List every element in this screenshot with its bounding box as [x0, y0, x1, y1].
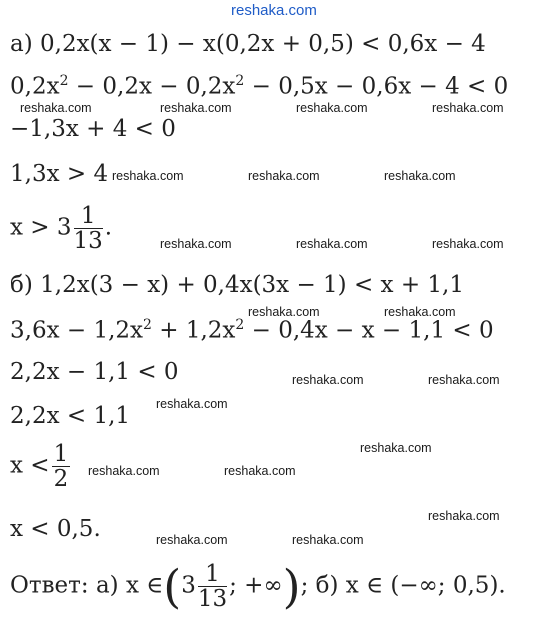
- watermark: reshaka.com: [248, 305, 320, 319]
- watermark: reshaka.com: [160, 237, 232, 251]
- watermark: reshaka.com: [112, 169, 184, 183]
- open-paren: (: [163, 559, 182, 614]
- part-a-line-4: 1,3x > 4: [10, 161, 109, 187]
- part-b-line-1: [10, 274, 464, 297]
- close-paren: ): [282, 559, 301, 614]
- part-b-exponent-1: 2: [143, 317, 152, 333]
- watermark: reshaka.com: [296, 237, 368, 251]
- part-b-line-5: [10, 442, 72, 491]
- part-b-inequality: 1,2x(3 − x) + 0,4x(3x − 1) < x + 1,1: [40, 272, 464, 298]
- answer-a-fraction: [198, 562, 227, 611]
- watermark: reshaka.com: [432, 237, 504, 251]
- watermark: reshaka.com: [428, 509, 500, 523]
- part-a-line-1: [10, 33, 486, 56]
- part-b-fraction: [52, 442, 71, 491]
- part-b-line-2-mid: + 1,2x: [151, 317, 236, 344]
- answer-b-label: б): [315, 572, 339, 599]
- answer-b-expression: x ∈ (−∞; 0,5): [345, 572, 499, 599]
- answer-a-integer: 3: [181, 572, 196, 599]
- watermark: reshaka.com: [156, 533, 228, 547]
- watermark: reshaka.com: [20, 101, 92, 115]
- watermark: reshaka.com: [292, 533, 364, 547]
- fraction-numerator: 1: [74, 204, 103, 229]
- fraction-numerator: 1: [198, 562, 227, 587]
- part-b-line-2-post: − 0,4x − x − 1,1 < 0: [244, 317, 494, 344]
- part-b-exponent-2: 2: [235, 317, 245, 333]
- answer-end: .: [498, 572, 506, 599]
- watermark: reshaka.com: [432, 101, 504, 115]
- answer-a-prefix: x ∈: [125, 572, 164, 599]
- part-a-fraction: [74, 204, 103, 253]
- part-a-line-5-post: .: [104, 214, 113, 241]
- part-a-line-5-pre: x > 3: [10, 214, 72, 241]
- watermark: reshaka.com: [224, 464, 296, 478]
- fraction-denominator: 2: [53, 466, 69, 493]
- part-a-line-2-post: − 0,5x − 0,6x − 4 < 0: [244, 73, 509, 100]
- watermark: reshaka.com: [384, 169, 456, 183]
- watermark-top: reshaka.com: [231, 2, 317, 19]
- part-a-line-2: [10, 74, 508, 99]
- part-a-exponent-1: 2: [59, 73, 69, 89]
- watermark: reshaka.com: [428, 373, 500, 387]
- answer-a-label: а): [95, 572, 119, 599]
- part-b-line-5-pre: x <: [10, 452, 50, 479]
- part-b-line-2-pre: 3,6x − 1,2x: [10, 317, 143, 344]
- watermark: reshaka.com: [156, 397, 228, 411]
- part-a-line-5: [10, 204, 112, 253]
- answer-a-suffix: ; +∞: [229, 572, 283, 599]
- watermark: reshaka.com: [88, 464, 160, 478]
- fraction-denominator: 13: [73, 228, 103, 255]
- part-b-line-3: 2,2x − 1,1 < 0: [10, 359, 179, 385]
- part-a-line-2-pre: 0,2x: [10, 73, 60, 100]
- part-a-line-2-mid: − 0,2x − 0,2x: [68, 73, 236, 100]
- fraction-numerator: 1: [53, 441, 69, 467]
- fraction-denominator: 13: [197, 586, 228, 613]
- watermark: reshaka.com: [292, 373, 364, 387]
- part-a-inequality: 0,2x(x − 1) − x(0,2x + 0,5) < 0,6x − 4: [40, 31, 486, 57]
- part-a-exponent-2: 2: [235, 73, 245, 89]
- part-b-line-2: [10, 318, 494, 343]
- part-b-line-4: 2,2x < 1,1: [10, 403, 131, 429]
- watermark: reshaka.com: [296, 101, 368, 115]
- watermark: reshaka.com: [360, 441, 432, 455]
- answer-line: [10, 559, 506, 614]
- watermark: reshaka.com: [160, 101, 232, 115]
- answer-separator: ;: [300, 572, 309, 599]
- part-b-line-6: x < 0,5.: [10, 516, 101, 542]
- answer-label: Ответ:: [10, 572, 89, 599]
- watermark: reshaka.com: [248, 169, 320, 183]
- watermark: reshaka.com: [384, 305, 456, 319]
- part-a-label: а): [10, 31, 33, 57]
- part-a-line-3: −1,3x + 4 < 0: [10, 116, 176, 142]
- part-b-label: б): [10, 272, 33, 298]
